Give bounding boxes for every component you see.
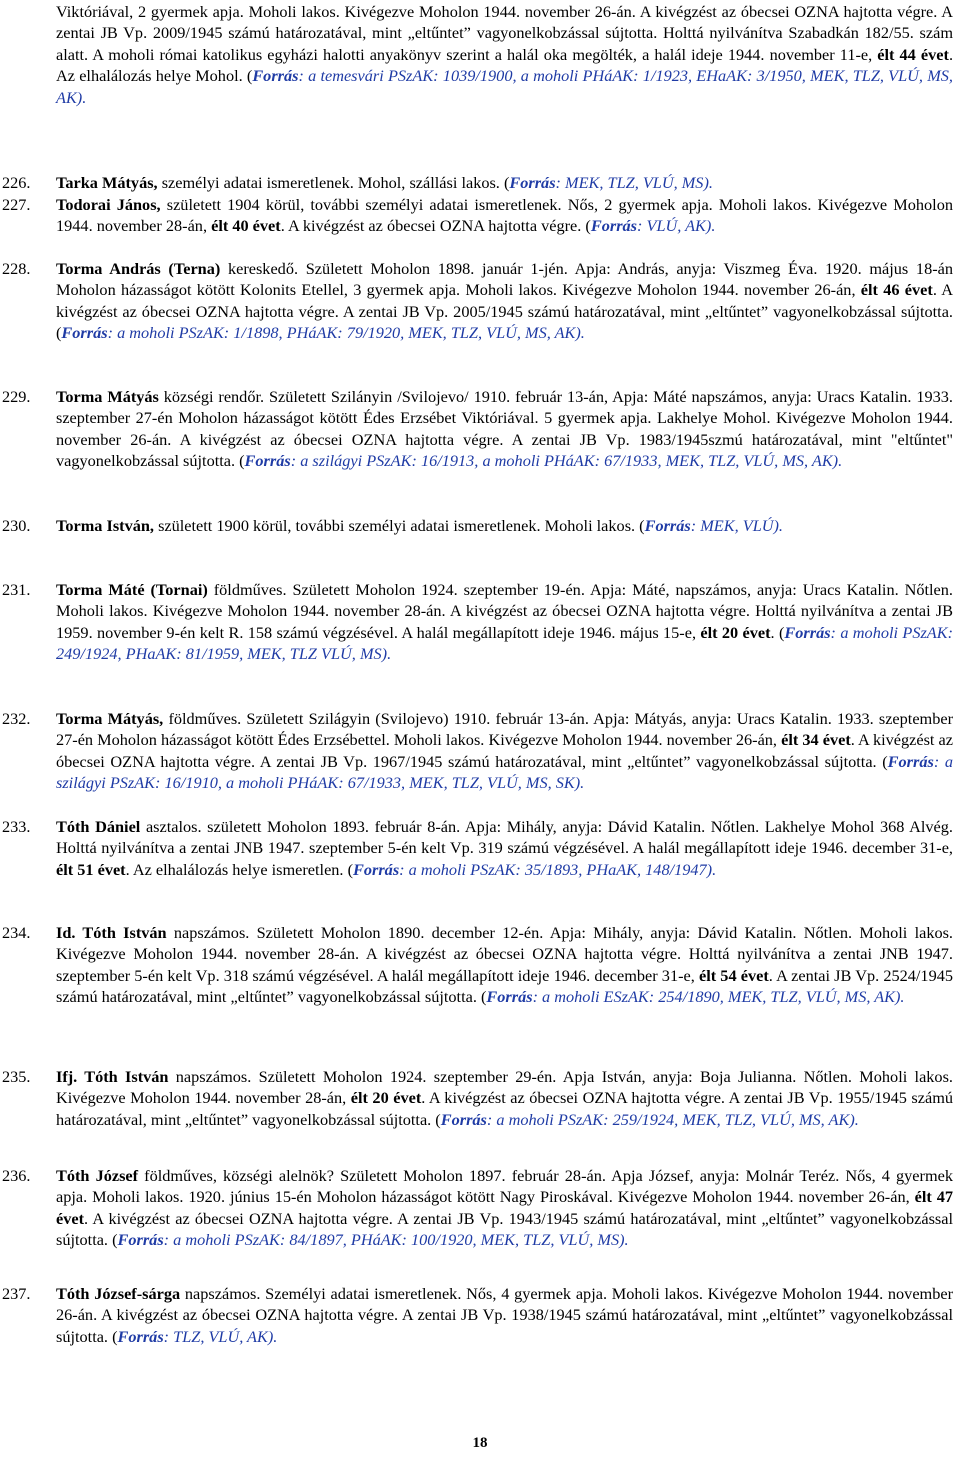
list-item (2, 1283, 953, 1347)
entry-text: községi rendőr. Született Szilányin /Svilojevo/ 1910. február 13-án, Apja: Máté napszámos, anyja: Uracs Katalin. 1933. szeptember 27-én Moholon házasságot kötött Édes Erzsébet Viktóriával. 5 gyermek apja. Lakhelye Mohol. Kivégezve Moholon 1944. november 26-án. A kivégzést az óbecsei OZNA hajtotta végre. A zentai JB Vp. 1983/1945szmú határozatával, mint "eltűntet" vagyonelkobzással sújtotta. ( (56, 387, 953, 471)
source-label: Forrás (353, 859, 400, 879)
source-text: : VLÚ, AK). (637, 216, 716, 236)
list-item (2, 515, 953, 536)
entry-number: 233. (2, 817, 31, 836)
entry-text-after: . A kivégzést az óbecsei OZNA hajtotta végre. A zentai JB Vp. 2005/1945 számú határozatával, mint „eltűntet” vagyonelkobzással sújtotta. ( (56, 280, 954, 343)
entry-number: 228. (2, 259, 31, 278)
entry-name: Tóth József (56, 1166, 139, 1185)
source-label: Forrás (887, 751, 934, 771)
entry-name: Todorai János, (56, 195, 161, 214)
source-label: Forrás (244, 451, 291, 471)
list-item (2, 1165, 953, 1251)
entry-name: Torma Mátyás (56, 387, 159, 406)
entry-text-after: . A kivégzést az óbecsei OZNA hajtotta végre. ( (280, 216, 591, 236)
continuation-paragraph (56, 1, 953, 108)
source-text: : TLZ, VLÚ, AK). (163, 1326, 278, 1346)
age-text: élt 20 évet (700, 622, 771, 642)
source-text: : a szilágyi PSzAK: 16/1913, a moholi PHáAK: 67/1933, MEK, TLZ, VLÚ, MS, AK). (290, 451, 843, 471)
source-label: Forrás (440, 1109, 487, 1129)
list-item (2, 708, 953, 794)
source-label: Forrás (117, 1230, 164, 1250)
age-text: élt 47 évet (56, 1187, 953, 1228)
list-item (2, 258, 954, 344)
list-item (2, 386, 953, 472)
entry-name: Torma István, (56, 516, 155, 535)
entry-name: Tarka Mátyás, (56, 173, 158, 192)
entry-text: személyi adatai ismeretlenek. Mohol, szállási lakos. ( (157, 173, 510, 192)
entry-name: Tóth Dániel (56, 817, 141, 836)
source-text: : MEK, TLZ, VLÚ, MS). (555, 173, 713, 192)
entry-text-after: . A kivégzést az óbecsei OZNA hajtotta végre. A zentai JB Vp. 1955/1945 számú határozatával, mint „eltűntet” vagyonelkobzással sújtotta. ( (56, 1088, 954, 1129)
entry-number: 237. (2, 1284, 31, 1303)
entry-name: Torma András (Terna) (56, 259, 221, 278)
source-text: : MEK, VLÚ). (690, 516, 783, 535)
entry-text: napszámos. Született Moholon 1890. december 12-én. Apja: Mihály, anyja: Dávid Katalin. Nőtlen. Moholi lakos. Kivégezve Moholon 1944. november 28-án. A kivégzést az óbecsei OZNA hajtotta végre. Holttá nyilvánítva a zentai JNB 1947. szeptember 5-én kelt Vp. 318 számú végzésével. A halál megállapított ideje 1946. december 31-e, (56, 923, 954, 985)
age-text: élt 34 évet (781, 730, 851, 750)
entry-number: 227. (2, 195, 31, 214)
entry-text: kereskedő. Született Moholon 1898. január 1-jén. Apja: András, anyja: Viszmeg Éva. 1920. május 18-án Moholon házasságot kötött Kolonits Etellel, 3 gyermek apja. Moholi lakos. Kivégezve Moholon 1944. november 26-án, (56, 259, 953, 300)
entry-text-after: . A kivégzést az óbecsei OZNA hajtotta végre. A zentai JB Vp. 1943/1945 számú határozatával, mint „eltűntet” vagyonelkobzással sújtotta. ( (56, 1208, 953, 1250)
list-item (2, 194, 953, 237)
age-text: élt 20 évet (350, 1088, 422, 1108)
source-label: Forrás (509, 173, 556, 192)
entry-name: Torma Mátyás, (56, 709, 164, 728)
entry-text-after: . ( (770, 622, 785, 642)
entry-number: 234. (2, 923, 31, 942)
list-item (2, 579, 954, 665)
age-text: élt 44 évet (877, 44, 949, 64)
age-text: élt 40 évet (211, 216, 281, 236)
list-item (2, 172, 953, 193)
source-label: Forrás (61, 323, 108, 343)
entry-number: 229. (2, 387, 31, 406)
source-text: : a temesvári PSzAK: 1039/1900, a moholi PHáAK: 1/1923, EHaAK: 3/1950, MEK, TLZ, VLÚ, MS, AK). (56, 66, 953, 107)
entry-number: 232. (2, 709, 31, 728)
source-text: : a moholi PSzAK: 84/1897, PHáAK: 100/1920, MEK, TLZ, VLÚ, MS). (163, 1230, 629, 1250)
list-item (2, 1066, 954, 1130)
source-text: : a szilágyi PSzAK: 16/1910, a moholi PHáAK: 67/1933, MEK, TLZ, VLÚ, MS, SK). (56, 751, 953, 793)
entry-name: Torma Máté (Tornai) (56, 580, 208, 599)
source-label: Forrás (590, 216, 638, 236)
entry-name: Ifj. Tóth István (56, 1067, 169, 1086)
source-label: Forrás (117, 1326, 164, 1346)
source-text: : a moholi PSzAK: 249/1924, PHaAK: 81/1959, MEK, TLZ VLÚ, MS). (56, 622, 954, 664)
entry-text: napszámos. Személyi adatai ismeretlenek. Nős, 4 gyermek apja. Moholi lakos. Kivégezve Moholon 1944. november 26-án. A kivégzést az óbecsei OZNA hajtotta végre. A zentai JB Vp. 1938/1945 számú határozatával, mint „eltűntet” vagyonelkobzással sújtotta. ( (56, 1284, 953, 1346)
list-item (2, 922, 954, 1008)
source-label: Forrás (644, 516, 691, 535)
entry-number: 235. (2, 1067, 31, 1086)
list-item (2, 816, 953, 880)
age-text: élt 46 évet (860, 280, 933, 300)
source-label: Forrás (784, 622, 831, 642)
entry-number: 236. (2, 1166, 31, 1185)
entry-text: született 1904 körül, további személyi adatai ismeretlenek. Nős, 2 gyermek apja. Moholi lakos. Kivégezve Moholon 1944. november 28-án, (56, 195, 953, 236)
entry-number: 226. (2, 173, 31, 192)
continuation-text: Viktóriával, 2 gyermek apja. Moholi lakos. Kivégezve Moholon 1944. november 26-án. A kivégzést az óbecsei OZNA hajtotta végre. A zentai JB Vp. 2009/1945 számú határozatával, mint „eltűntet” vagyonelkobzással sújtotta. Holttá nyilvánítva Szabadkán 182/55. szám alatt. A moholi római katolikus egyházi halotti anyakönyv szerint a halál oka megölték, a halál ideje 1944. november 11-e, (56, 2, 953, 64)
entry-text: földműves. Született Szilágyin (Svilojevo) 1910. február 13-án. Apja: Mátyás, anyja: Uracs Katalin. 1933. szeptember 27-én Moholon házasságot kötött Édes Erzsébettel. Moholi lakos. Kivégezve Moholon 1944. november 26-án, (56, 709, 953, 750)
entry-text: napszámos. Született Moholon 1924. szeptember 29-én. Apja István, anyja: Boja Julianna. Nőtlen. Moholi lakos. Kivégezve Moholon 1944. november 28-án, (56, 1067, 953, 1108)
entry-text: földműves. Született Moholon 1924. szeptember 19-én. Apja: Máté, napszámos, anyja: Uracs Katalin. Nőtlen. Moholi lakos. Kivégezve Moholon 1944. november 28-án. A kivégzést az óbecsei OZNA hajtotta végre. Holttá nyilvánítva a zentai JB 1959. november 9-én kelt R. 158 számú végzésével. A halál megállapított ideje 1946. május 15-e, (56, 580, 953, 642)
age-text: élt 54 évet (698, 965, 769, 985)
source-label: Forrás (486, 987, 533, 1007)
continuation-after: . Az elhalálozás helye Mohol. ( (56, 44, 954, 86)
entry-text-after: . A zentai JB Vp. 2524/1945 számú határozatával, mint „eltűntet” vagyonelkobzással sújtotta. ( (56, 965, 953, 1007)
source-text: : a moholi ESzAK: 254/1890, MEK, TLZ, VLÚ, MS, AK). (532, 987, 905, 1007)
entry-text: asztalos. született Moholon 1893. február 8-án. Apja: Mihály, anyja: Dávid Katalin. Nőtlen. Lakhelye Mohol 368 Alvég. Holttá nyilvánítva a zentai JNB 1947. szeptember 5-én kelt Vp. 319 számú végzésével. A halál megállapított ideje 1946. december 31-e, (56, 817, 953, 858)
entry-name: Tóth József-sárga (56, 1284, 181, 1303)
source-text: : a moholi PSzAK: 259/1924, MEK, TLZ, VLÚ, MS, AK). (486, 1109, 859, 1129)
entry-text: született 1900 körül, további személyi adatai ismeretlenek. Moholi lakos. ( (154, 516, 645, 535)
entry-number: 230. (2, 516, 31, 535)
page-number: 18 (472, 1435, 488, 1451)
entry-number: 231. (2, 580, 31, 599)
entry-text-after: . A kivégzést az óbecsei OZNA hajtotta végre. A zentai JB Vp. 1967/1945 számú határozatával, mint „eltűntet” vagyonelkobzással sújtotta. ( (56, 730, 953, 771)
source-text: : a moholi PSzAK: 1/1898, PHáAK: 79/1920, MEK, TLZ, VLÚ, MS, AK). (107, 323, 585, 343)
entry-text: földműves, községi alelnök? Született Moholon 1897. február 28-án. Apja József, anyja: Molnár Teréz. Nős, 4 gyermek apja. Moholi lakos. 1920. június 15-én Moholon házasságot kötött Nagy Piroskával. Kivégezve Moholon 1944. november 26-án, (56, 1166, 953, 1207)
age-text: élt 51 évet (56, 859, 126, 879)
source-text: : a moholi PSzAK: 35/1893, PHaAK, 148/1947). (399, 859, 717, 879)
entry-name: Id. Tóth István (56, 923, 167, 942)
entry-text-after: . Az elhalálozás helye ismeretlen. ( (125, 859, 353, 879)
source-label: Forrás (252, 66, 299, 86)
